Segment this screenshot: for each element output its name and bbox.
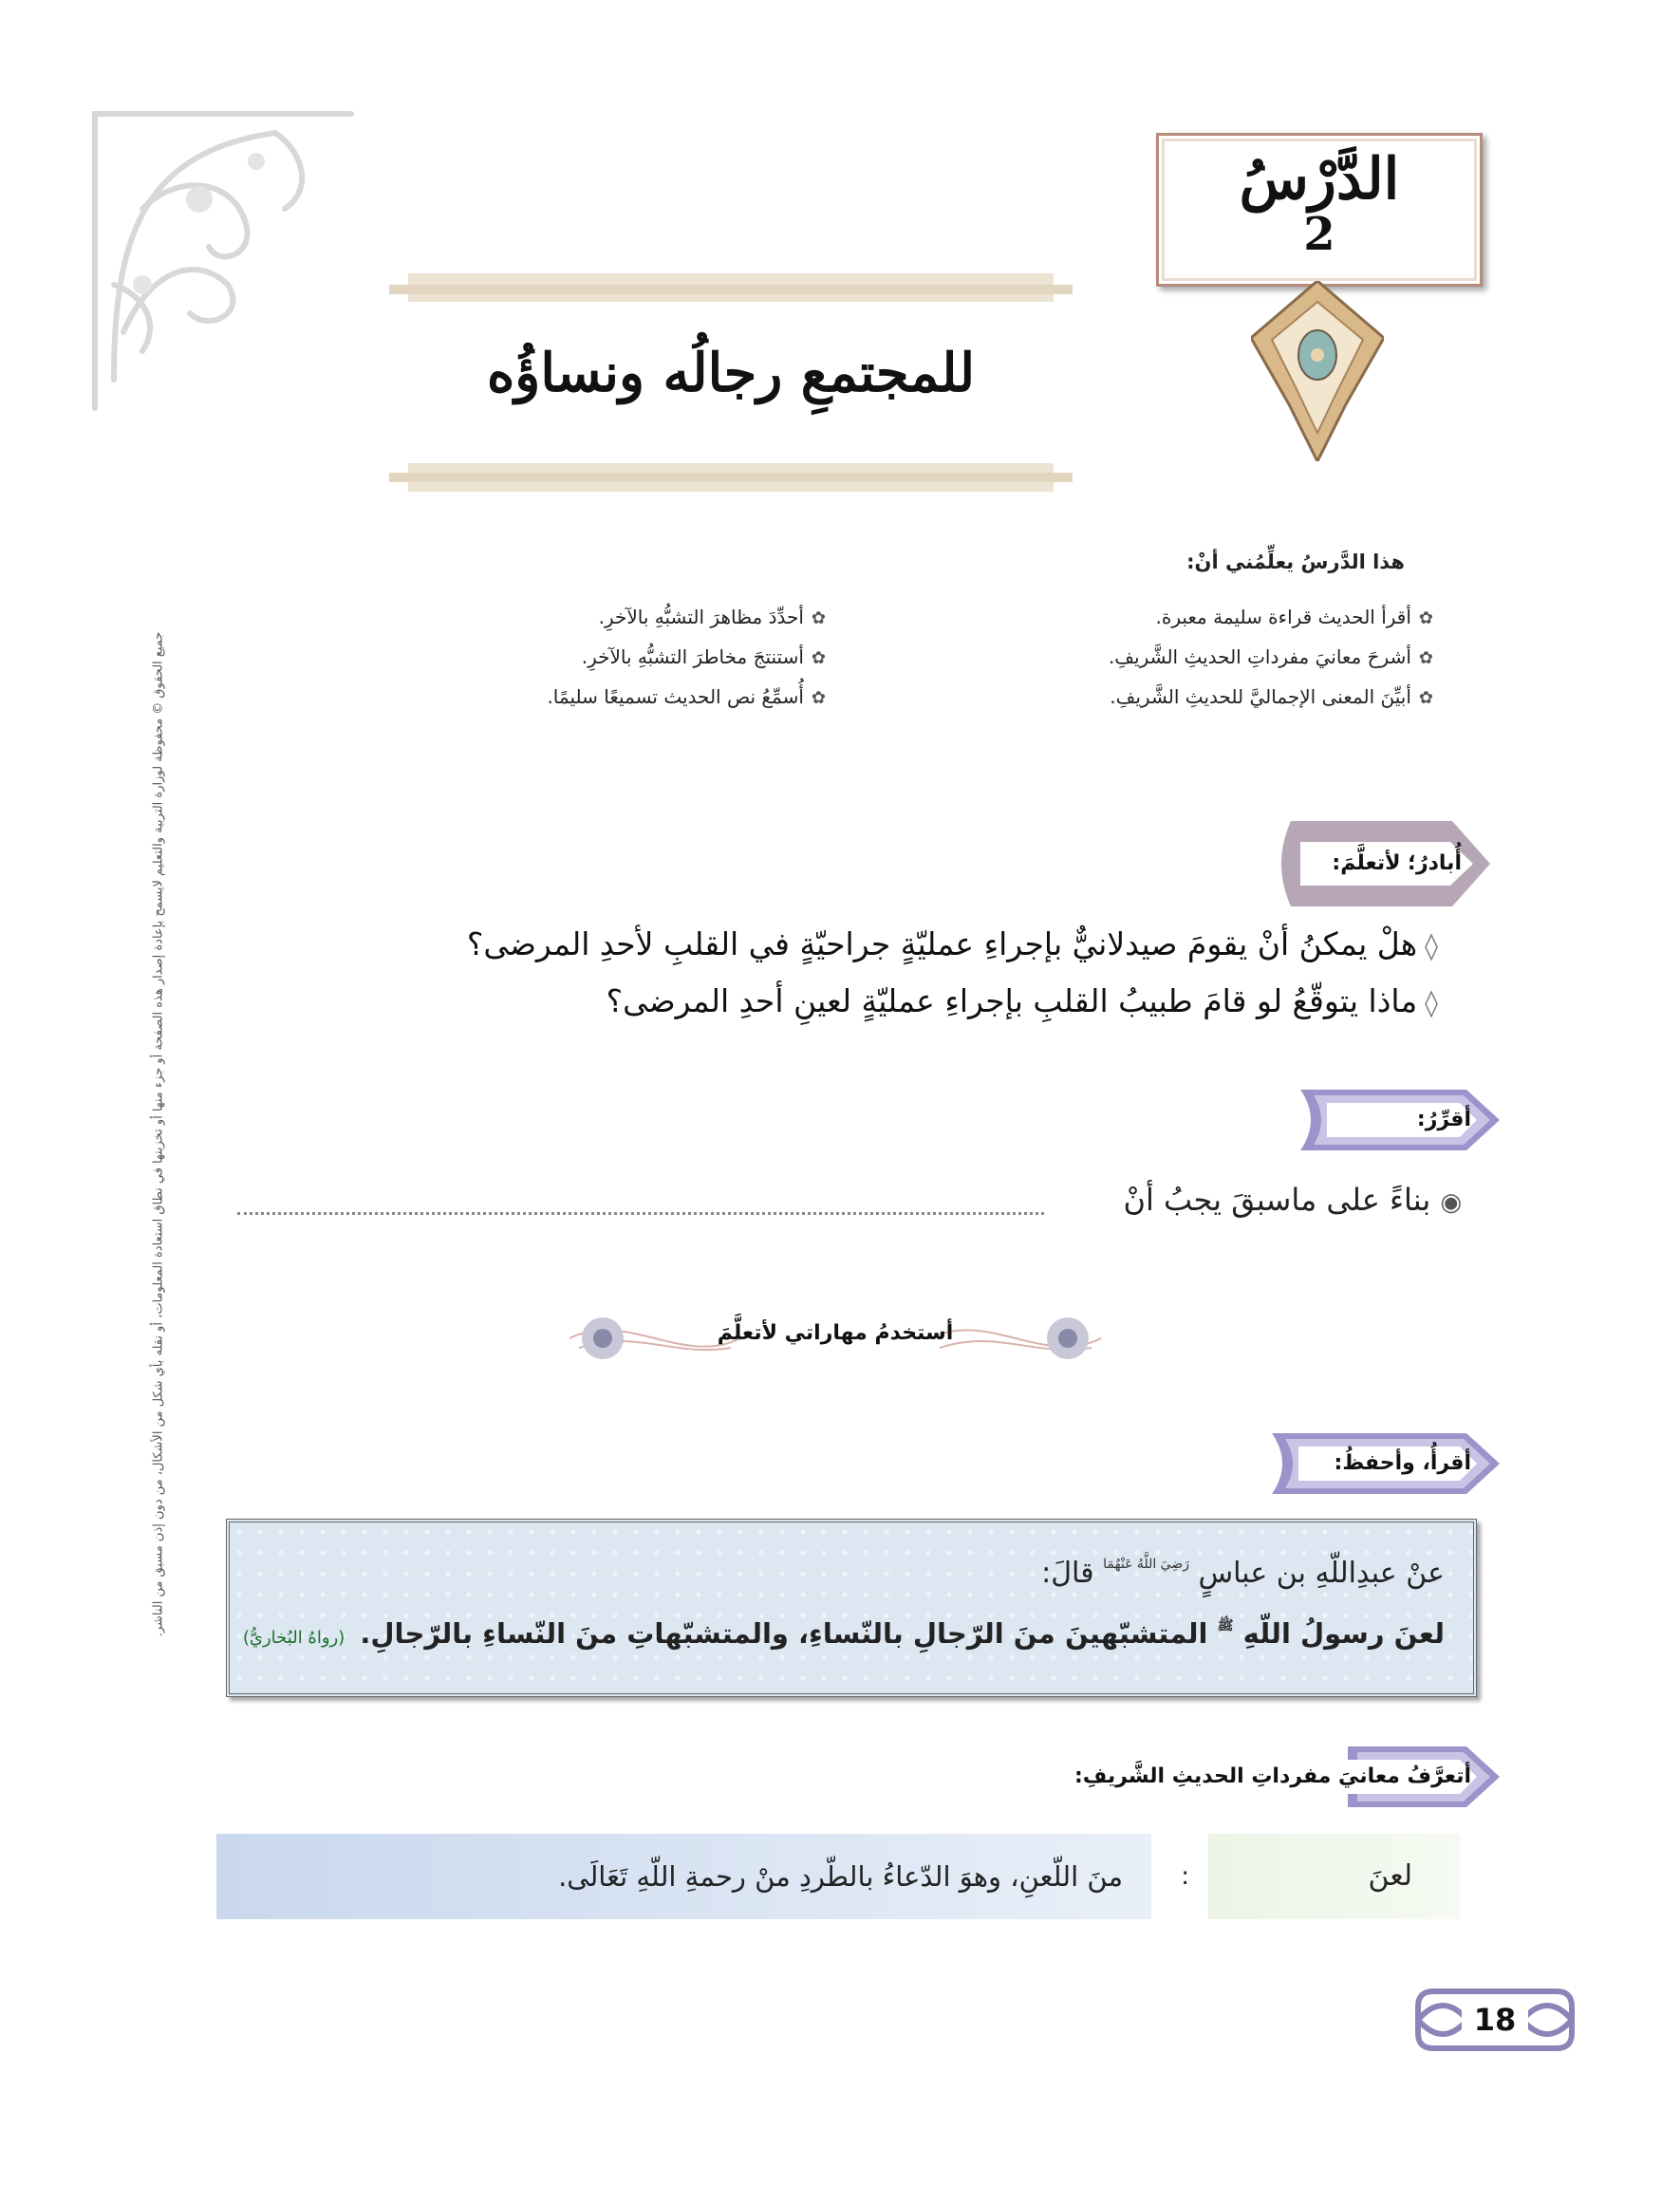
vocab-word-cell	[1208, 1834, 1460, 1919]
lesson-number: 2	[1303, 208, 1335, 261]
corner-ornament	[85, 95, 361, 418]
pendant-ornament	[1251, 281, 1384, 461]
copyright-side-note: جميع الحقوق © محفوظة لوزارة التربية والتعليم لايسمح بإعادة إصدار هذه الصفحة أو جزء منها أو تخزينها في نطاق استعادة المعلومات، أو نقله بأي شكل من الأشكال، من دون إذن مسبق من الناشر.	[151, 631, 166, 1637]
hadith-reference: (رواهُ البُخاريُّ)	[242, 1628, 345, 1648]
page-number-badge: 18	[1414, 1984, 1576, 2056]
objectives-heading: هذا الدَّرسُ يعلِّمُني أنْ:	[1186, 551, 1405, 573]
diamond-bullet-icon: ◊	[1425, 930, 1438, 961]
flower-bullet-icon: ✿	[811, 608, 826, 628]
flower-bullet-icon: ✿	[1418, 608, 1433, 628]
flower-bullet-icon: ✿	[1418, 648, 1433, 668]
vocab-word: لعنَ	[1368, 1859, 1412, 1893]
question-1: ◊هلْ يمكنُ أنْ يقومَ صيدلانيٌّ بإجراءِ عمليّةٍ جراحيّةٍ في القلبِ لأحدِ المرضى؟	[466, 925, 1438, 962]
lesson-box	[1156, 133, 1483, 287]
objective-item: ✿أقرأ الحديث قراءة سليمة معبرة.	[987, 598, 1433, 638]
lesson-title: للمجتمعِ رجالُه ونساؤُه	[486, 342, 976, 404]
target-bullet-icon: ◉	[1440, 1188, 1462, 1217]
flower-bullet-icon: ✿	[1418, 688, 1433, 708]
hadith-text: لعنَ رسولُ اللّهِ $^ﷺ$ المتشبّهينَ منَ الرّجالِ بالنّساءِ، والمتشبّهاتِ منَ النّساءِ بالرّجالِ. (رواهُ البُخاريُّ)	[242, 1617, 1445, 1650]
vocab-meaning-cell: : منَ اللّعنِ، وهوَ الدّعاءُ بالطّردِ منْ رحمةِ اللّهِ تَعَالَى.	[216, 1834, 1151, 1919]
flower-bullet-icon: ✿	[811, 688, 826, 708]
objective-item: ✿أحدِّدَ مظاهرَ التشبُّهِ بالآخرِ.	[418, 598, 826, 638]
vocab-row	[216, 1834, 1460, 1919]
answer-dotted-line[interactable]	[237, 1212, 1044, 1215]
objectives-right	[987, 598, 1433, 718]
hadith-narration: عنْ عبدِاللّهِ بن عباسٍ $^{رَضِيَ اللَّهُ عَنْهُمَا}$ قالَ:	[1041, 1557, 1445, 1590]
diamond-bullet-icon: ◊	[1425, 987, 1438, 1018]
hadith-box	[226, 1519, 1477, 1697]
section-tab-vocab: أتعرَّفُ معانيَ مفرداتِ الحديثِ الشَّريفِ:	[1025, 1746, 1500, 1807]
objectives-left	[418, 598, 826, 718]
decide-prompt-row	[237, 1182, 1462, 1229]
objective-item: ✿أشرحَ معانيَ مفرداتِ الحديثِ الشَّريفِ.	[987, 638, 1433, 678]
vocab-meaning: منَ اللّعنِ، وهوَ الدّعاءُ بالطّردِ منْ رحمةِ اللّهِ تَعَالَى.	[558, 1860, 1123, 1893]
section-tab-warmup: أُبادرُ؛ لأتعلَّمَ:	[1272, 821, 1490, 906]
salutation: ﷺ	[1217, 1618, 1234, 1634]
honorific: رَضِيَ اللَّهُ عَنْهُمَا	[1103, 1557, 1189, 1572]
lesson-label: الدَّرْسُ	[1239, 146, 1400, 213]
section-tab-decide: أقرِّرُ:	[1300, 1090, 1500, 1150]
question-2: ◊ماذا يتوقّعُ لو قامَ طبيبُ القلبِ بإجراءِ عمليّةٍ لعينِ أحدِ المرضى؟	[606, 982, 1438, 1019]
objective-item: ✿أبيِّنَ المعنى الإجماليَّ للحديثِ الشَّريفِ.	[987, 678, 1433, 718]
skills-banner: أستخدمُ مهاراتي لأتعلَّمَ	[513, 1300, 1158, 1376]
objective-item: ✿أستنتجَ مخاطرَ التشبُّهِ بالآخرِ.	[418, 638, 826, 678]
section-tab-read-memorize: أقرأُ، وأحفظُ:	[1272, 1433, 1500, 1494]
flower-bullet-icon: ✿	[811, 648, 826, 668]
objective-item: ✿أُسمِّعُ نص الحديث تسميعًا سليمًا.	[418, 678, 826, 718]
decide-prompt: بناءً على ماسبقَ يجبُ أنْ	[1123, 1182, 1431, 1218]
